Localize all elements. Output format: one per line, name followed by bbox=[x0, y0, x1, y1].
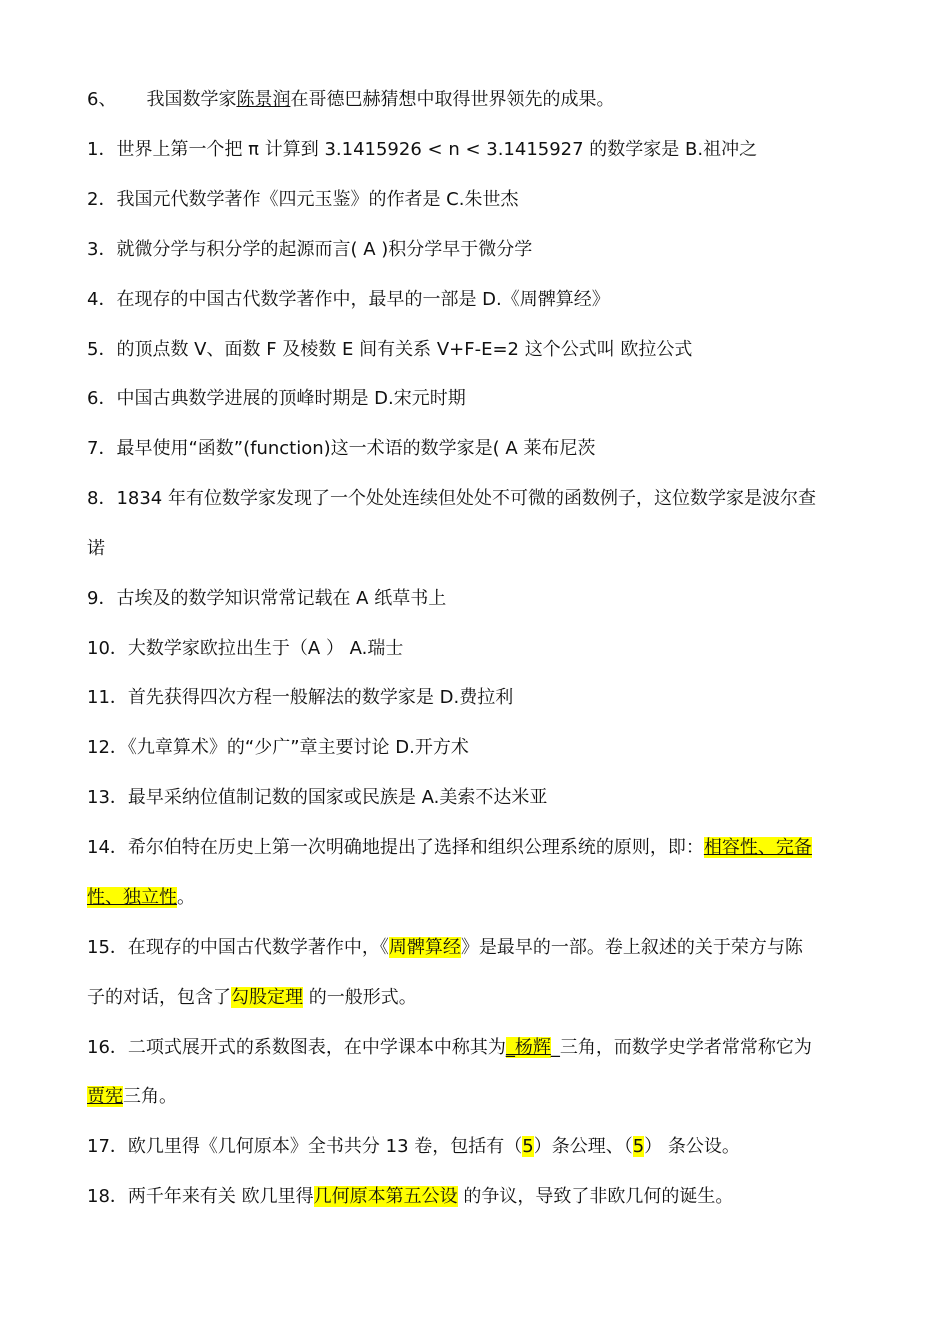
highlighted-answer: 相容性、完备 bbox=[703, 837, 812, 858]
text-segment: 1．世界上第一个把 π 计算到 3.1415926 < n < 3.1415927 的数学家是 B.祖冲之 bbox=[87, 139, 758, 160]
highlighted-answer: 贾宪 bbox=[87, 1086, 123, 1107]
text-segment: 12．《九章算术》的“少广”章主要讨论 D.开方术 bbox=[87, 737, 469, 758]
text-segment: 15．在现存的中国古代数学著作中，《 bbox=[87, 937, 389, 958]
text-segment: 的争议，导致了非欧几何的诞生。 bbox=[457, 1186, 734, 1207]
text-segment: 10．大数学家欧拉出生于（A ） A.瑞士 bbox=[87, 638, 404, 659]
text-segment: 14．希尔伯特在历史上第一次明确地提出了选择和组织公理系统的原则，即： bbox=[87, 837, 704, 858]
text-segment: 在哥德巴赫猜想中取得世界领先的成果。 bbox=[290, 89, 615, 110]
text-segment: 诺 bbox=[87, 538, 105, 559]
text-segment: 11．首先获得四次方程一般解法的数学家是 D.费拉利 bbox=[87, 687, 514, 708]
text-segment: 三角。 bbox=[123, 1086, 177, 1107]
text-line bbox=[87, 936, 867, 960]
text-segment: 6、 bbox=[87, 89, 117, 110]
text-line bbox=[87, 188, 867, 212]
text-segment: 8．1834 年有位数学家发现了一个处处连续但处处不可微的函数例子，这位数学家是波尔查 bbox=[87, 488, 816, 509]
text-line bbox=[87, 786, 867, 810]
text-segment: 。 bbox=[177, 887, 195, 908]
text-segment: 17．欧几里得《几何原本》全书共分 13 卷，包括有（ bbox=[87, 1136, 523, 1157]
text-line bbox=[87, 836, 867, 860]
text-segment: 子的对话，包含了 bbox=[87, 987, 231, 1008]
text-segment: ） 条公设。 bbox=[644, 1136, 740, 1157]
text-line bbox=[87, 487, 867, 511]
text-segment: 18．两千年来有关 欧几里得 bbox=[87, 1186, 314, 1207]
text-segment: 2．我国元代数学著作《四元玉鉴》的作者是 C.朱世杰 bbox=[87, 189, 519, 210]
text-segment: 6．中国古典数学进展的顶峰时期是 D.宋元时期 bbox=[87, 388, 466, 409]
text-line bbox=[87, 338, 867, 362]
highlighted-answer: _杨辉 bbox=[505, 1037, 551, 1058]
text-segment: 4．在现存的中国古代数学著作中，最早的一部是 D.《周髀算经》 bbox=[87, 289, 610, 310]
text-line bbox=[87, 238, 867, 262]
text-line bbox=[87, 1135, 867, 1159]
text-line bbox=[87, 587, 867, 611]
highlighted-answer: 5 bbox=[632, 1136, 645, 1157]
highlighted-answer: 几何原本第五公设 bbox=[313, 1186, 458, 1207]
text-line bbox=[87, 1085, 867, 1109]
text-line bbox=[87, 537, 867, 561]
text-segment: 的一般形式。 bbox=[303, 987, 417, 1008]
text-segment: 5．的顶点数 V、面数 F 及棱数 E 间有关系 V+F-E=2 这个公式叫 欧拉公式 bbox=[87, 339, 693, 360]
text-line bbox=[87, 986, 867, 1010]
text-segment: 9．古埃及的数学知识常常记载在 A 纸草书上 bbox=[87, 588, 447, 609]
text-segment: 我国数学家 bbox=[146, 89, 237, 110]
highlighted-answer: 勾股定理 bbox=[231, 987, 303, 1008]
text-segment: 16．二项式展开式的系数图表，在中学课本中称其为 bbox=[87, 1037, 506, 1058]
text-line bbox=[87, 1036, 867, 1060]
highlighted-answer: 周髀算经 bbox=[388, 937, 461, 958]
text-line bbox=[87, 138, 867, 162]
text-segment: 3．就微分学与积分学的起源而言( A )积分学早于微分学 bbox=[87, 239, 533, 260]
text-line bbox=[87, 637, 867, 661]
text-line bbox=[87, 686, 867, 710]
text-segment: 13．最早采纳位值制记数的国家或民族是 A.美索不达米亚 bbox=[87, 787, 548, 808]
text-segment: 陈景润 bbox=[236, 89, 291, 110]
text-line bbox=[87, 288, 867, 312]
text-segment: _三角，而数学史学者常常称它为 bbox=[550, 1037, 812, 1058]
text-line bbox=[87, 88, 867, 112]
text-line bbox=[87, 736, 867, 760]
text-segment: 》是最早的一部。卷上叙述的关于荣方与陈 bbox=[460, 937, 803, 958]
text-line bbox=[87, 437, 867, 461]
text-line bbox=[87, 886, 867, 910]
text-segment: 7．最早使用“函数”(function)这一术语的数学家是( A 莱布尼茨 bbox=[87, 438, 596, 459]
highlighted-answer: 性、独立性 bbox=[87, 887, 177, 908]
highlighted-answer: 5 bbox=[522, 1136, 534, 1157]
text-line bbox=[87, 1185, 867, 1209]
text-line bbox=[87, 387, 867, 411]
text-segment: ）条公理、（ bbox=[533, 1136, 633, 1157]
